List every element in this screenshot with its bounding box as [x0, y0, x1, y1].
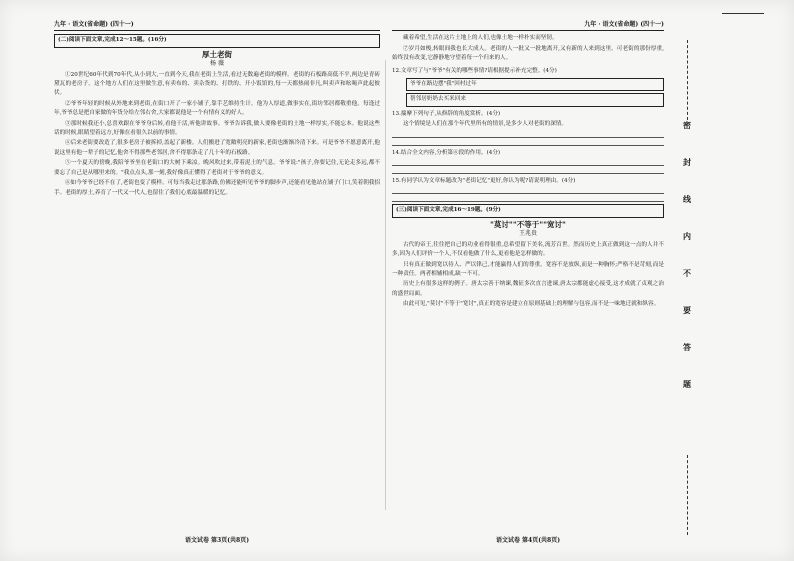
paragraph: ⑤一个夏天的傍晚,我陪爷爷坐在老街口的大树下乘凉。晚风吹过来,带着泥土的气息。爷爷说:"孩子,你要记住,无论走多远,都不要忘了自己是从哪里来的。"我点点头,那一刻,我好像真正懂得了老街对于爷爷的意义。 — [54, 160, 380, 176]
article-title: 厚土老街 — [202, 49, 232, 59]
top-rule — [722, 13, 764, 14]
page-footer-right: 语文试卷 第4页(共8页) — [495, 536, 561, 544]
quoted-sentence: 这个情境是人们在那个年代里所有的情景,是多少人对老街的深情。 — [403, 121, 567, 128]
question-12: 12.文章写了与"爷爷"有关的哪些事情?请根据提示补充完整。(4分) — [392, 67, 557, 74]
section-3-heading: (三)阅读下面文章,完成16～19题。(9分) — [392, 204, 664, 217]
paragraph: 历史上有很多这样的例子。唐太宗善于纳谏,魏征多次直言进谏,唐太宗都能虚心接受,这才成就了贞观之治的盛世局面。 — [392, 281, 664, 297]
paragraph: 古代的帝王,往往把自己的功业看得很重,总希望留下美名,流芳百世。然而历史上真正做到这一点的人并不多,因为人们评价一个人,不仅看他做了什么,更看他是怎样做的。 — [392, 241, 664, 258]
answer-box[interactable]: 帮邻居奶奶去买米回来 — [406, 93, 664, 106]
answer-line[interactable] — [392, 137, 664, 138]
article-2-title: "莫讨""不等于""宽讨" — [490, 219, 566, 229]
question-13: 13.揣摩下列句子,从修辞的角度赏析。(4分) — [392, 110, 501, 117]
question-14: 14.结合全文内容,分析第⑥段的作用。(4分) — [392, 149, 501, 156]
question-15: 15.有同学认为文章标题改为"老街记忆"更好,你认为呢?请说明理由。(4分) — [392, 178, 576, 185]
seal-dash-top — [687, 40, 688, 120]
seal-line-notice: 密 封 线 内 不 要 答 题 — [683, 120, 691, 389]
answer-line[interactable] — [392, 165, 664, 166]
page-footer-left: 语文试卷 第3页(共8页) — [184, 536, 250, 544]
paragraph: ①20世纪60年代到70年代,从小到大,一直到今天,我在老街上生活,看过无数遍老街的模样。老街的石板路高低不平,两边是青砖黛瓦的老房子。这个地方人们在这里做生意,有卖布的、卖杂货的、打铁的、开小饭馆的,每一天都热闹非凡,叫卖声和吆喝声此起彼伏。 — [54, 71, 380, 97]
page-4 — [392, 20, 664, 545]
seal-dash-bottom — [687, 455, 688, 535]
answer-line[interactable] — [392, 193, 664, 194]
paragraph: ⑦岁月如梭,转眼间我也长大成人。老街的人一批又一批地离开,又有新的人来到这里。可老街的那份厚重,始终没有改变,它静静地守望着每一个归来的人。 — [392, 45, 664, 62]
paragraph: ②爷爷年轻的时候从外地来到老街,在街口开了一家小铺子,靠手艺维持生计。他为人厚道,做事实在,街坊邻居都敬重他。每逢过年,爷爷总是把自家做的年货分给左邻右舍,大家都说他是一个有情有义的好人。 — [54, 100, 380, 117]
page-header-left: 九年 · 语文(省命题) (四十一) — [54, 20, 380, 31]
section-2-heading: (二)阅读下面文章,完成12～15题。(16分) — [54, 34, 380, 47]
article-author: 杨 薇 — [210, 60, 224, 68]
answer-line[interactable] — [392, 145, 664, 146]
answer-box[interactable]: 爷爷在路边摆"我"回村过年 — [406, 78, 664, 91]
paragraph: ④后来老街要改造了,很多老房子被拆掉,盖起了新楼。人们搬进了宽敞明亮的新家,老街也渐渐冷清下来。可是爷爷不愿意离开,他说这里有他一辈子的记忆,他舍不得那些老邻居,舍不得那条走了几十年的石板路。 — [54, 140, 380, 156]
page-header-right: 九年 · 语文(省命题) (四十一) — [392, 20, 664, 31]
paragraph: 藏着希望,生活在这片土地上的人们,也像土地一样朴实而坚韧。 — [403, 35, 558, 42]
article-2-author: 王兆贵 — [518, 230, 537, 238]
paragraph: ⑥如今爷爷已经不在了,老街也变了模样。可每当我走过那条路,仿佛还能听见爷爷的脚步声,还能看见他站在铺子门口,笑着朝我招手。老街的厚土,养育了一代又一代人,也留住了我们心底最温暖的记忆。 — [54, 180, 380, 196]
answer-line[interactable] — [392, 201, 664, 202]
paragraph: 由此可见,"莫讨"不等于"宽讨",真正的宽容是建立在原则基础上的理解与包容,而不是一味地迁就和纵容。 — [403, 301, 660, 308]
page-fold — [385, 60, 386, 510]
answer-line[interactable] — [392, 173, 664, 174]
page-3 — [54, 20, 380, 545]
paragraph: 只有真正做到宽以待人、严以律己,才能赢得人们的尊重。宽容不是放纵,而是一种胸怀;严格不是苛刻,而是一种责任。两者相辅相成,缺一不可。 — [392, 261, 664, 277]
paragraph: ③那时候我还小,总喜欢跟在爷爷身后转,看他干活,听他讲故事。爷爷告诉我,做人要像老街的土地一样厚实,不能忘本。他说这些话的时候,眼睛望着远方,好像在看很久以前的事情。 — [54, 120, 380, 137]
